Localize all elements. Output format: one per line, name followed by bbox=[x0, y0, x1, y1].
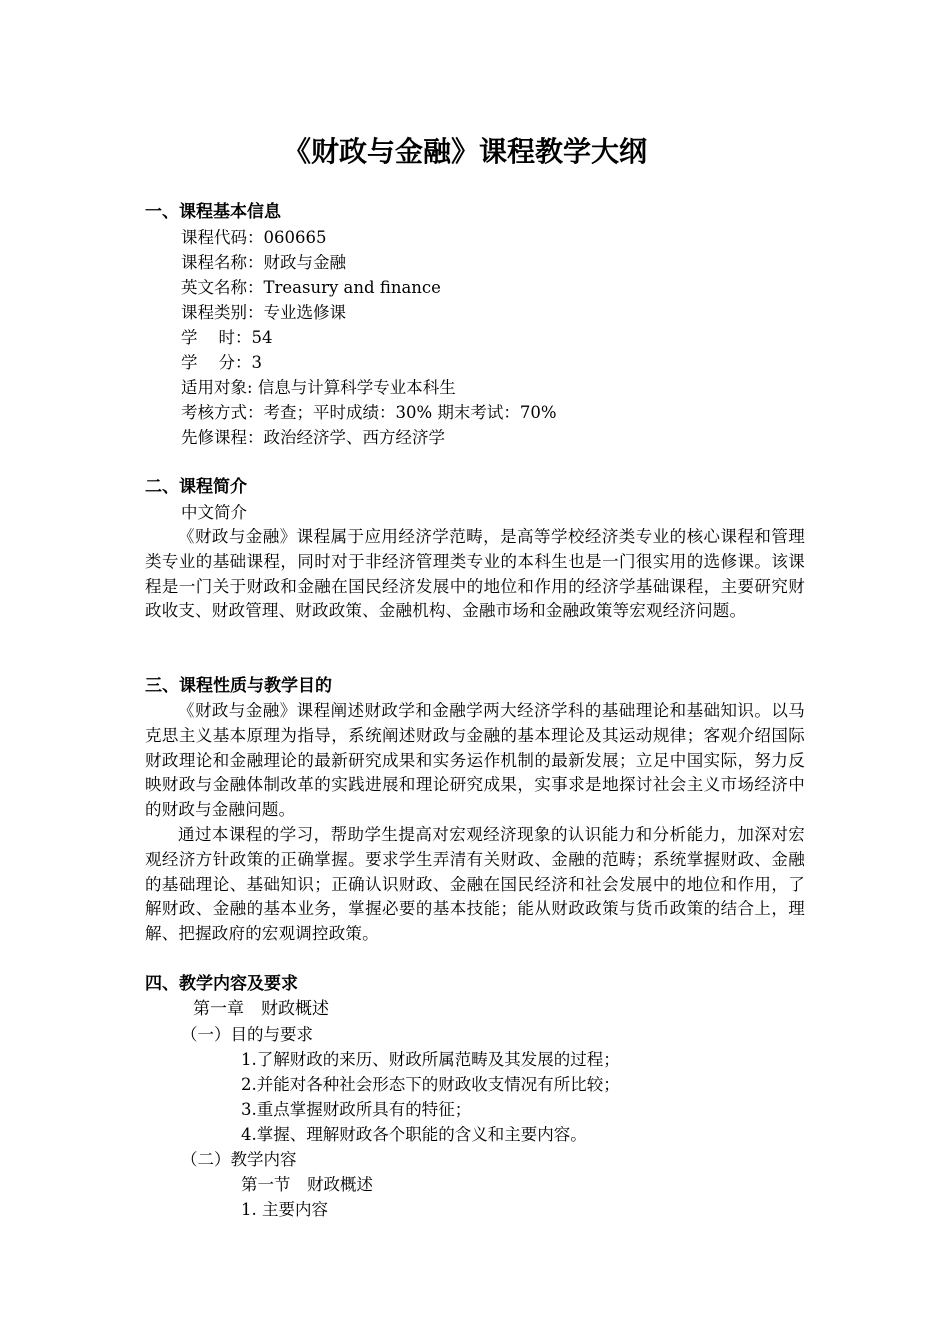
section-heading-content: 四、教学内容及要求 bbox=[145, 974, 298, 994]
content-point: 1. 主要内容 bbox=[241, 1200, 328, 1219]
info-credits: 学 分：3 bbox=[181, 353, 262, 372]
info-course-name: 课程名称：财政与金融 bbox=[181, 253, 346, 272]
objective-item: 2.并能对各种社会形态下的财政收支情况有所比较； bbox=[241, 1075, 620, 1094]
info-english-name: 英文名称：Treasury and finance bbox=[181, 278, 441, 297]
objective-item: 4.掌握、理解财政各个职能的含义和主要内容。 bbox=[241, 1125, 587, 1144]
info-assessment: 考核方式：考查；平时成绩：30% 期末考试：70% bbox=[181, 403, 557, 422]
info-course-type: 课程类别：专业选修课 bbox=[181, 303, 346, 322]
document-title: 《财政与金融》课程教学大纲 bbox=[282, 135, 647, 168]
chapter-title: 第一章 财政概述 bbox=[193, 999, 329, 1019]
objective-item: 3.重点掌握财政所具有的特征； bbox=[241, 1100, 472, 1119]
part-teaching-content: （二）教学内容 bbox=[181, 1150, 297, 1169]
intro-subheading: 中文简介 bbox=[181, 503, 247, 522]
info-prerequisites: 先修课程：政治经济学、西方经济学 bbox=[181, 428, 445, 447]
nature-paragraph-2: 通过本课程的学习，帮助学生提高对宏观经济现象的认识能力和分析能力，加深对宏观经济方针政策的正确掌握。要求学生弄清有关财政、金融的范畴；系统掌握财政、金融的基础理论、基础知识；正确认识财政、金融在国民经济和社会发展中的地位和作用，了解财政、金融的基本业务，掌握必要的基本技能；能从财政政策与货币政策的结合上，理解、把握政府的宏观调控政策。 bbox=[145, 825, 805, 944]
intro-paragraph: 《财政与金融》课程属于应用经济学范畴，是高等学校经济类专业的核心课程和管理类专业的基础课程，同时对于非经济管理类专业的本科生也是一门很实用的选修课。该课程是一门关于财政和金融在国民经济发展中的地位和作用的经济学基础课程，主要研究财政收支、财政管理、财政政策、金融机构、金融市场和金融政策等宏观经济问题。 bbox=[145, 527, 805, 621]
info-course-code: 课程代码：060665 bbox=[181, 228, 327, 247]
info-target-students: 适用对象: 信息与计算科学专业本科生 bbox=[181, 378, 456, 397]
nature-paragraph-1: 《财政与金融》课程阐述财政学和金融学两大经济学科的基础理论和基础知识。以马克思主义基本原理为指导，系统阐述财政与金融的基本理论及其运动规律；客观介绍国际财政理论和金融理论的最新研究成果和实务运作机制的最新发展；立足中国实际，努力反映财政与金融体制改革的实践进展和理论研究成果，实事求是地探讨社会主义市场经济中的财政与金融问题。 bbox=[145, 701, 805, 820]
section-heading-intro: 二、课程简介 bbox=[145, 477, 247, 497]
section-title: 第一节 财政概述 bbox=[241, 1175, 373, 1194]
info-hours: 学 时：54 bbox=[181, 328, 273, 347]
section-heading-nature-purpose: 三、课程性质与教学目的 bbox=[145, 676, 332, 696]
objective-item: 1.了解财政的来历、财政所属范畴及其发展的过程； bbox=[241, 1050, 620, 1069]
part-objectives: （一）目的与要求 bbox=[181, 1025, 313, 1044]
section-heading-basic-info: 一、课程基本信息 bbox=[145, 202, 281, 222]
